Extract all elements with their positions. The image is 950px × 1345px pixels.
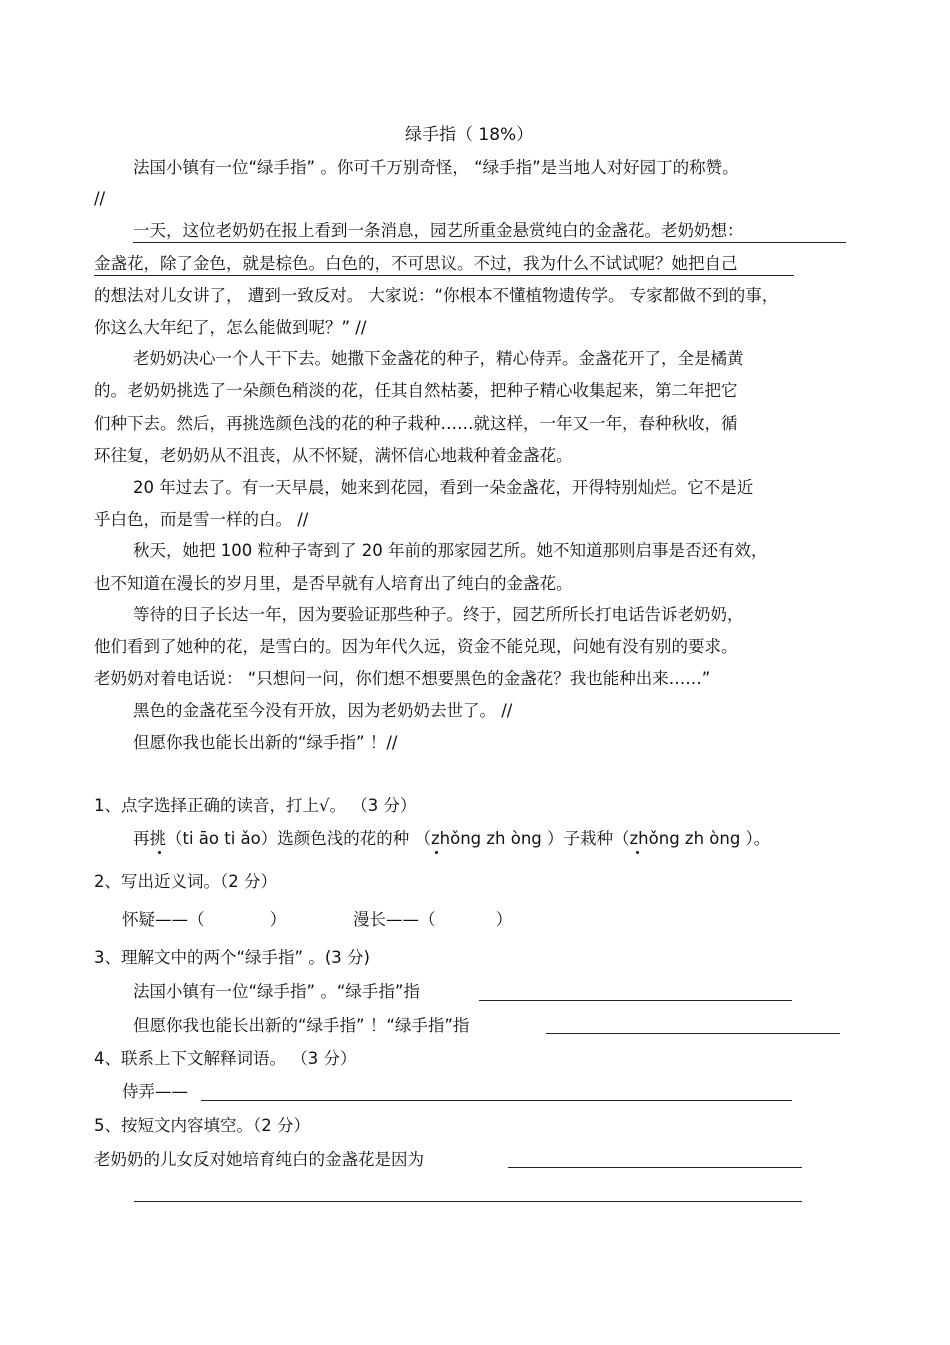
question-4-line: 侍弄—— <box>122 1082 188 1101</box>
passage-underline <box>133 242 846 243</box>
question-2-item[interactable]: 漫长——（ ） <box>353 910 513 929</box>
question-4-prompt: 4、联系上下文解释词语。 （3 分） <box>94 1049 357 1068</box>
passage-line: 法国小镇有一位“绿手指” 。你可千万别奇怪， “绿手指”是当地人对好园丁的称赞。 <box>133 158 739 177</box>
passage-line: 老奶奶对着电话说： “只想问一问，你们想不想要黑色的金盏花？我也能种出来……” <box>94 669 711 688</box>
passage-line: // <box>94 189 106 208</box>
question-2-prompt: 2、写出近义词。（2 分） <box>94 872 277 891</box>
passage-underline <box>94 275 794 276</box>
passage-line: 秋天，她把 100 粒种子寄到了 20 年前的那家园艺所。她不知道那则启事是否还有效， <box>133 541 768 560</box>
question-5-line: 老奶奶的儿女反对她培育纯白的金盏花是因为 <box>94 1150 424 1169</box>
emphasis-dot <box>435 851 438 854</box>
question-2-item[interactable]: 怀疑——（ ） <box>122 910 287 929</box>
question-3-line: 但愿你我也能长出新的“绿手指” ！“绿手指”指 <box>133 1016 470 1035</box>
emphasis-dot <box>636 851 639 854</box>
question-5-prompt: 5、按短文内容填空。（2 分） <box>94 1116 310 1135</box>
passage-line: 也不知道在漫长的岁月里，是否早就有人培育出了纯白的金盏花。 <box>94 574 573 593</box>
passage-line: 他们看到了她种的花，是雪白的。因为年代久远，资金不能兑现，问她有没有别的要求。 <box>94 637 738 656</box>
passage-line: 但愿你我也能长出新的“绿手指” ！// <box>133 733 398 752</box>
emphasis-dot <box>158 851 161 854</box>
passage-line: 们种下去。然后，再挑选颜色浅的花的种子栽种……就这样，一年又一年，春种秋收，循 <box>94 414 738 433</box>
answer-blank[interactable] <box>546 1033 840 1034</box>
question-3-prompt: 3、理解文中的两个“绿手指” 。(3 分) <box>94 948 370 967</box>
page-title: 绿手指（ 18%） <box>405 125 534 145</box>
question-3-line: 法国小镇有一位“绿手指” 。“绿手指”指 <box>133 982 420 1001</box>
question-1-line: 再挑（ti āo ti ǎo）选颜色浅的花的种 （zhǒng zh òng ）子栽种（zhǒng zh òng ）。 <box>133 829 771 848</box>
passage-line: 的想法对儿女讲了， 遭到一致反对。 大家说：“你根本不懂植物遗传学。 专家都做不到的事， <box>94 286 779 305</box>
passage-line: 你这么大年纪了，怎么能做到呢？” // <box>94 318 367 337</box>
answer-blank[interactable] <box>508 1167 802 1168</box>
passage-line: 黑色的金盏花至今没有开放，因为老奶奶去世了。 // <box>133 701 513 720</box>
passage-line: 老奶奶决心一个人干下去。她撒下金盏花的种子，精心侍弄。金盏花开了，全是橘黄 <box>133 349 744 368</box>
passage-line: 金盏花，除了金色，就是棕色。白色的，不可思议。不过，我为什么不试试呢？她把自己 <box>94 254 738 273</box>
question-1-prompt: 1、点字选择正确的读音，打上√。 （3 分） <box>94 796 417 815</box>
passage-line: 等待的日子长达一年，因为要验证那些种子。终于，园艺所所长打电话告诉老奶奶， <box>133 605 744 624</box>
passage-line: 乎白色，而是雪一样的白。 // <box>94 510 309 529</box>
answer-blank[interactable] <box>134 1201 802 1202</box>
passage-line: 一天，这位老奶奶在报上看到一条消息，园艺所重金悬赏纯白的金盏花。老奶奶想： <box>133 221 744 240</box>
passage-line: 的。老奶奶挑选了一朵颜色稍淡的花，任其自然枯萎，把种子精心收集起来，第二年把它 <box>94 381 738 400</box>
passage-line: 20 年过去了。有一天早晨，她来到花园，看到一朵金盏花，开得特别灿烂。它不是近 <box>133 478 754 497</box>
answer-blank[interactable] <box>479 1000 792 1001</box>
answer-blank[interactable] <box>201 1100 792 1101</box>
passage-line: 环往复，老奶奶从不沮丧，从不怀疑，满怀信心地栽种着金盏花。 <box>94 446 573 465</box>
